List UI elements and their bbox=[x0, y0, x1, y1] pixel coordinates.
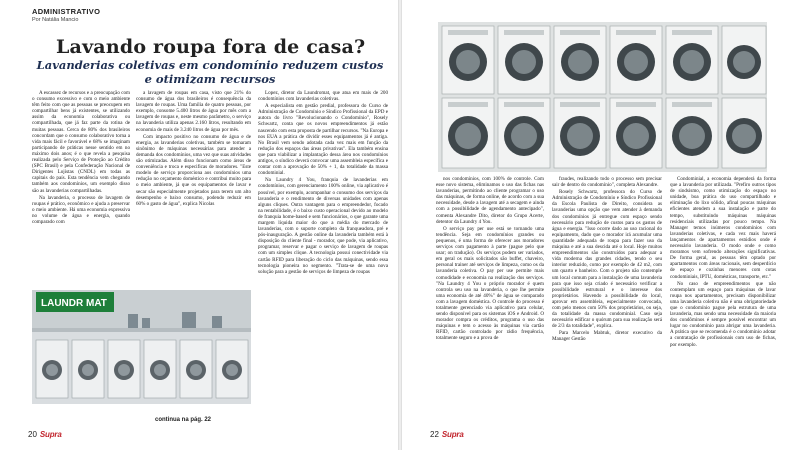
laundromat-photo-illustration bbox=[32, 290, 251, 404]
supra-logo: Supra bbox=[441, 430, 464, 439]
paragraph: Com impacto positivo no consumo de água e de energia, as lavanderias coletivas, também se tornaram sinônimo de máquinas necessárias para atender a demanda dos condomínios, uma vez que suas atividades são otimizadas. Além disso funcionam como áreas de conveniência e troca e especificas de moradores. "Este modelo de serviço proporciona aos condomínios uma redução no orçamento doméstico e contribui muito para o meio ambiente, já que os equipamentos de lavar e secar são especialmente projetados para terem um alto desempenho e baixo consumo, podendo reduzir em 60% o gasto de água", explica Nicolas bbox=[136, 133, 251, 207]
page-number: 22 bbox=[430, 430, 439, 439]
laundromat-sign-text: LAUNDR MAT bbox=[41, 298, 107, 309]
paragraph: Condominial, a economia dependerá da forma que a lavanderia por utilizada. "Prefiro outros tipos de sindsismo, como otimização do espaço no unidade, boa prática do uso compartilhado e eliminação do lixo sólido, afinal poucas máquinas eficientes atendem a sua instalação e parte do tempo, substituindo máquinas máquinas residenciais utilizadas por pouco tempo. Na Manager temos inúmeros condomínios com lavanderias coletivas, e cada vez mais haverá lançamentos de apartamentos estúdios onde é necessário lavanderia. O modo onde e como moramos vem sofrendo alterações significativas. De forma geral, as pessoas têm optado por apartamentos com áreas racionais, sem desperdício de espaço e cozinhas menores com cotas condominiais, IPTU, domésticas, transporte, etc." bbox=[670, 176, 776, 280]
section-label: ADMINISTRATIVO bbox=[32, 7, 101, 16]
supra-logo: Supra bbox=[39, 430, 62, 439]
paragraph: No caso de empreendimentos que não contemplam um espaço para máquinas de lavar roupa nos apartamentos, precisam disponibilizar uma lavanderia coletiva não é uma obrigatoriedade que o condomínio pague pela estrutura de uma lavanderia, mas sendo uma necessidade da maioria dos condôminos é sempre possível encontrar um lugar no condomínio para abrigar uma lavanderia. A prática que se recomenda é o condomínio adotar a contratação de profissionais com uso de fichas, por exemplo. bbox=[670, 280, 776, 348]
paragraph: fraudes, realizando todo o processo sem precisar sair de dentro do condomínio", completa Alexandre. bbox=[552, 176, 662, 189]
paragraph: a lavagem de roupas em casa, visto que 21% do consumo de água dos brasileiros é consequência da lavagem de roupas. Uma família de quatro pessoas, por exemplo, consome 5.400 litros de água por mês com a lavagem de roupas e, neste mesmo parâmetro, o serviço na lavanderia utiliza apenas 2.160 litros, resultando em economia de mais de 3.240 litros de água por mês. bbox=[136, 90, 251, 133]
page-number: 20 bbox=[28, 430, 37, 439]
paragraph: Na Laundry 4 You, franquia de lavanderias em condomínios, com gerenciamento 100% online, via aplicativo é possível, por exemplo, acompanhar o consumo dos serviços da lavanderia e o rendimento de diversas unidades com apenas alguns cliques. Outra vantagem para o empreendedor, focado na rentabilidade, é o baixo custo operacional devido ao modelo de franquia home-based e sem funcionários, o que garante uma margem líquida maior do que a média do mercado de lavanderias, com o suporte completo da franqueadora, pré e pós-inauguração. A gestão online da lavanderia também está à disposição do cliente final - morador, que pode, via aplicativo, programar, reservar e pagar o serviço de lavagem de roupas com um simples clique. A tecnologia possui conectividade via cartão RFID para liberação do ciclo das máquinas, sendo essa tecnologia pioneira no segmento. "Trata-se de uma nova solução para a gestão de serviços de limpeza de roupas bbox=[258, 177, 388, 275]
left-page bbox=[0, 0, 398, 450]
left-column-2 bbox=[136, 90, 251, 288]
left-column-1 bbox=[32, 90, 130, 288]
paragraph: nos condomínios, com 100% de controle. Com esse novo sistema, eliminamos o uso das fichas nas lavanderias, permitindo ao cliente programar o uso das máquinas, de forma online, de acordo com a sua necessidade, desde a lavagem até a secagem e ainda com a possibilidade de agendamento antecipado", comenta Alexandre Dito, diretor do Grupo Acerte, detentor da Laundry 4 You. bbox=[436, 176, 544, 225]
right-column-1 bbox=[436, 176, 544, 404]
paragraph: A especialista em gestão predial, professora do Curso de Administração de Condomínio e Síndico Profissional da EPD e autora do livro "Revolucionando o Condomínio", Rosely Schwartz, conta que os novos empreendimentos já estão nascendo com esta proposta de partilhar recursos. "Na Europa e nos EUA a prática de dividir esses equipamentos já é antiga. No Brasil vem sendo adotada cada vez mais em função da redução dos espaços das áreas privativas". Ela também ensina que para viabilizar a implantação dessa área nos condomínios antigos, o síndico deverá convocar uma assembleia específica e contar com a aprovação de 50% + 1, da totalidade da massa condominial. bbox=[258, 103, 388, 177]
continued-note: continua na pág. 22 bbox=[155, 417, 212, 423]
right-page bbox=[402, 0, 800, 450]
washing-machines-photo bbox=[438, 22, 767, 172]
byline: Por Natália Mancio bbox=[32, 17, 79, 23]
paragraph: A escassez de recursos e a preocupação com o consumo excessivo e com o meio ambiente têm feito com que as pessoas se preocupem em compartilhar bens já existentes, se utilizando assim da economia colaborativa ou compartilhada, que já faz parte da rotina de muitas pessoas. Cerca de 80% dos brasileiros concordam que o consumo colaborativo torna a vida mais fácil e favorável e 68% se imaginam participando de práticas nesse sentido em no máximo dois anos; é o que revela a pesquisa realizada pelo Serviço de Proteção ao Crédito (SPC Brasil) e pela Confederação Nacional de Dirigentes Lojistas (CNDL) em todas as capitais do país. Esta tendência vem chegando também aos condomínios, um exemplo disso são as lavanderias compartilhadas. bbox=[32, 90, 130, 194]
paragraph: Lopez, diretor da Laundromat, que atua em mais de 200 condomínios com lavanderias coletivas. bbox=[258, 90, 388, 103]
page-footer-left bbox=[28, 430, 62, 439]
laundromat-photo bbox=[32, 290, 251, 404]
paragraph: Na lavanderia, o processo de lavagem de roupas é prático, econômico e ajuda a preservar o meio ambiente. Há uma economia expressiva no volume de água e energia, quando comparado com bbox=[32, 194, 130, 225]
paragraph: Rosely Schwartz, professora do Curso de Administração de Condomínio e Síndico Profissional da Escola Paulista de Direito, considera as lavanderias uma opção que vem atender à demanda dos condomínios já entregue com espaço sendo necessário para redução de custos para os gastos de água e energia. "Isso ocorre dado ao uso racional do equipamento, dado que o morador irá acumular uma quantidade adequada de roupa para fazer uso da máquina e até a sua descida até o local. Hoje muitos empreendimentos são construídos para adequar a vida moderna das grandes cidades, tendo o seu interior reduzido, como por exemplo de 42 m2, com um quarto e banheiro. Com o projeto não contemple um local comum para a instalação de uma lavanderia para que isso seja criado é necessário verificar a possibilidade estrutural e o interesse dos proprietários. Havendo a possibilidade do local, aprovar em assembleia, especialmente convocada, com pelo menos com 50% dos proprietários, ou seja, da totalidade da massa condominial. Caso seja necessário edificar o quórum para sua realização será de 2/3 da totalidade", explica. bbox=[552, 189, 662, 330]
paragraph: Para Marcelo Mabtuk, diretor executivo da Manager Gestão bbox=[552, 330, 662, 343]
headline: Lavando roupa fora de casa? bbox=[56, 36, 366, 58]
washing-machines-illustration bbox=[438, 22, 767, 172]
left-column-3 bbox=[258, 90, 388, 450]
page-footer-right bbox=[430, 430, 464, 439]
right-column-3 bbox=[670, 176, 776, 404]
subhead: Lavanderias coletivas em condomínio reduzem custos e otimizam recursos bbox=[36, 58, 384, 86]
paragraph: O serviço pay per use está se tornando uma tendência. Seja em condomínios grandes ou pequenos, é uma forma de oferecer aos moradores serviços com pagamento à parte (pague pelo que usar; on tradução). Os serviços podem ser variados, em geral os mais solicitados são buffet, chaveiro, personal trainer até serviços de limpeza, como os da lavanderia coletiva. O pay per use permite mais comodidade e economia na realização dos serviços. "Na Laundry 4 You o próprio morador é quem controla seu uso na lavanderia, o que lhe permite uma economia de até 40%" de água se comparado com a lavagem doméstica. O controle do processo é totalmente gerenciado via aplicativo para celular, sendo disponível para os sistemas iOS e Android. O morador compra os créditos, programa o uso das máquinas e tem o acesso às máquinas via cartão RFID, cartão controlado por rádio frequência, totalmente seguro e a prova de bbox=[436, 225, 544, 342]
right-column-2 bbox=[552, 176, 662, 404]
